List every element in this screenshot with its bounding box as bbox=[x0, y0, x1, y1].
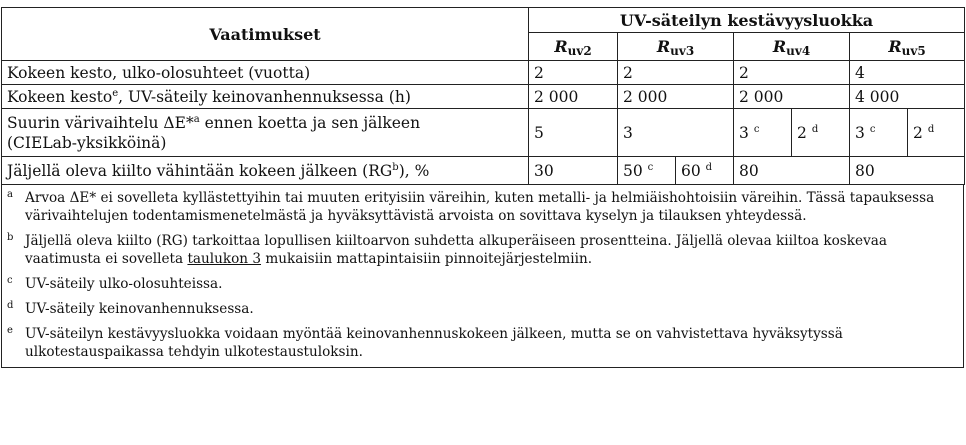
cell-value: 2 000 bbox=[618, 85, 734, 109]
table-row bbox=[2, 61, 965, 85]
header-class-ruv2: $R_{uv2}$ bbox=[529, 33, 618, 61]
table-3-link[interactable]: taulukon 3 bbox=[187, 251, 262, 267]
table-row bbox=[2, 85, 965, 109]
cell-value: 50 $^c$ bbox=[618, 157, 676, 185]
table-row bbox=[2, 157, 965, 185]
header-class-ruv3: $R_{uv3}$ bbox=[618, 33, 734, 61]
cell-value: 4 bbox=[850, 61, 965, 85]
header-requirements: Vaatimukset bbox=[2, 8, 529, 61]
footnote-text: UV-säteily keinovanhennuksessa. bbox=[25, 301, 254, 317]
footnote-text: Arvoa ΔE* ei sovelleta kyllästettyihin tai muuten erityisiin väreihin, kuten metalli- ja helmiäishohtoisiin väreihin. Tässä tapauksessa värivaihtelujen todentamismenetelmästä ja hyväksyttävistä arvoista on sovittava kyselyn ja tilauksen yhteydessä. bbox=[25, 190, 935, 224]
footnote-text: UV-säteilyn kestävyysluokka voidaan myöntää keinovanhennuskokeen jälkeen, mutta se on vahvistettava hyväksytyssä ulkotestauspaikassa tehdyin ulkotestaustuloksin. bbox=[25, 326, 843, 360]
cell-value: 60 $^d$ bbox=[676, 157, 734, 185]
footnote-b bbox=[2, 232, 963, 268]
footnotes bbox=[1, 185, 964, 368]
cell-value: 2 bbox=[618, 61, 734, 85]
footnote-text: UV-säteily ulko-olosuhteissa. bbox=[25, 276, 223, 292]
cell-value: 2 bbox=[734, 61, 850, 85]
cell-value: 2 000 bbox=[734, 85, 850, 109]
table-row bbox=[2, 109, 965, 157]
footnote-key: b bbox=[7, 232, 14, 243]
header-class-ruv4: $R_{uv4}$ bbox=[734, 33, 850, 61]
cell-value: 5 bbox=[529, 109, 618, 157]
requirements-table-container bbox=[1, 7, 964, 368]
requirements-table bbox=[1, 7, 965, 185]
cell-value: 2 bbox=[529, 61, 618, 85]
cell-value: 2 000 bbox=[529, 85, 618, 109]
footnote-a bbox=[2, 189, 963, 225]
cell-value: 80 bbox=[734, 157, 850, 185]
cell-value: 30 bbox=[529, 157, 618, 185]
row-label-outdoor-duration: Kokeen kesto, ulko-olosuhteet (vuotta) bbox=[2, 61, 529, 85]
cell-value: 3 $^c$ bbox=[734, 109, 792, 157]
footnote-text: Jäljellä oleva kiilto (RG) tarkoittaa lopullisen kiiltoarvon suhdetta alkuperäiseen prosentteina. Jäljellä olevaa kiiltoa koskevaa vaatimusta ei sovelleta taulukon 3 mukaisiin mattapintaisiin pinnoitejärjestelmiin. bbox=[25, 233, 887, 267]
footnote-d bbox=[2, 300, 963, 318]
cell-value: 80 bbox=[850, 157, 965, 185]
footnote-key: a bbox=[7, 189, 13, 200]
footnote-e bbox=[2, 325, 963, 361]
cell-value: 4 000 bbox=[850, 85, 965, 109]
footnote-key: e bbox=[7, 325, 13, 336]
row-label-artificial-duration: Kokeen kesto$^e$, UV-säteily keinovanhennuksessa (h) bbox=[2, 85, 529, 109]
footnote-c bbox=[2, 275, 963, 293]
header-uv-class-group: UV-säteilyn kestävyysluokka bbox=[529, 8, 965, 33]
footnote-key: d bbox=[7, 300, 14, 311]
cell-value: 3 $^c$ bbox=[850, 109, 908, 157]
footnote-key: c bbox=[7, 275, 13, 286]
cell-value: 2 $^d$ bbox=[908, 109, 965, 157]
row-label-color-change: Suurin värivaihtelu ΔE*$^a$ ennen koetta ja sen jälkeen (CIELab-yksikköinä) bbox=[2, 109, 529, 157]
row-label-remaining-gloss: Jäljellä oleva kiilto vähintään kokeen jälkeen $(RG^b)$, % bbox=[2, 157, 529, 185]
header-class-ruv5: $R_{uv5}$ bbox=[850, 33, 965, 61]
cell-value: 3 bbox=[618, 109, 734, 157]
cell-value: 2 $^d$ bbox=[792, 109, 850, 157]
